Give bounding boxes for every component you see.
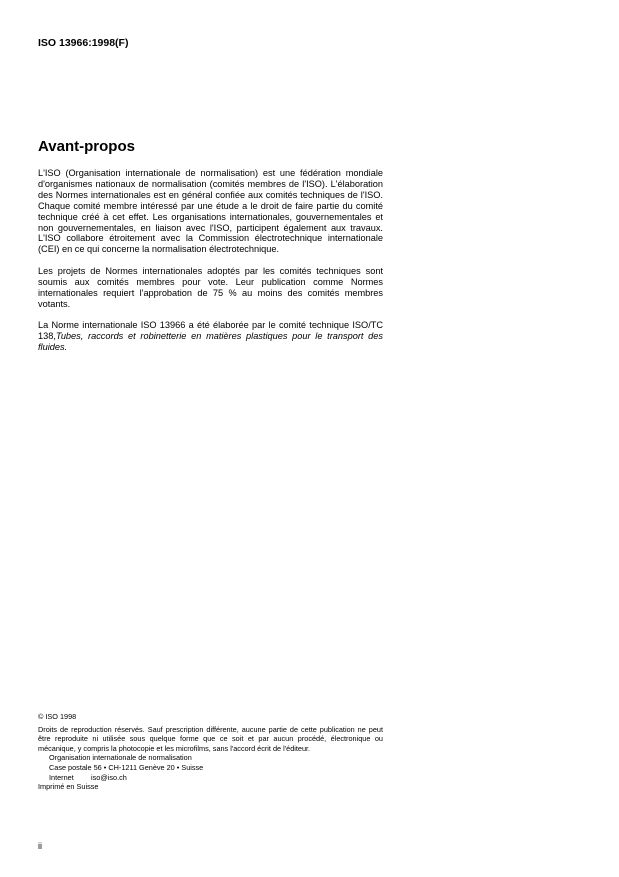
- rights-statement: Droits de reproduction réservés. Sauf prescription différente, aucune partie de cette publication ne peut être reproduite ni utilisée sous quelque forme que ce soit et par aucun procédé, électronique ou mécanique, y compris la photocopie et les microfilms, sans l'accord écrit de l'éditeur.: [38, 724, 383, 753]
- internet-contact: [38, 773, 383, 783]
- paragraph-1: L'ISO (Organisation internationale de normalisation) est une fédération mondiale d'organismes nationaux de normalisation (comités membres de l'ISO). L'élaboration des Normes internationales est en général confiée aux comités techniques de l'ISO. Chaque comité membre intéressé par une étude a le droit de faire partie du comité technique créé à cet effet. Les organisations internationales, gouvernementales et non gouvernementales, en liaison avec l'ISO, participent également aux travaux. L'ISO collabore étroitement avec la Commission électrotechnique internationale (CEI) en ce qui concerne la normalisation électrotechnique.: [38, 168, 383, 255]
- page-number: ii: [38, 841, 42, 851]
- internet-address: iso@iso.ch: [91, 772, 127, 782]
- paragraph-3-text: La Norme internationale ISO 13966 a été élaborée par le comité technique ISO/TC 138,: [38, 320, 383, 341]
- organization-name: Organisation internationale de normalisation: [49, 753, 192, 763]
- copyright-notice: © ISO 1998: [38, 712, 77, 721]
- section-title: Avant-propos: [38, 138, 135, 155]
- paragraph-2: Les projets de Normes internationales adoptés par les comités techniques sont soumis aux comités membres pour vote. Leur publication comme Normes internationales requiert l'approbation de 75 % au moins des comités membres votants.: [38, 265, 383, 309]
- copyright-footer: [38, 712, 383, 792]
- paragraph-3: [38, 320, 383, 353]
- document-identifier: ISO 13966:1998(F): [38, 37, 129, 49]
- internet-label: Internet: [49, 772, 74, 782]
- postal-address: Case postale 56 • CH-1211 Genève 20 • Suisse: [49, 762, 204, 772]
- committee-title: Tubes, raccords et robinetterie en matières plastiques pour le transport des fluides.: [38, 330, 383, 352]
- printed-in: Imprimé en Suisse: [38, 782, 99, 792]
- foreword-body: [38, 168, 383, 363]
